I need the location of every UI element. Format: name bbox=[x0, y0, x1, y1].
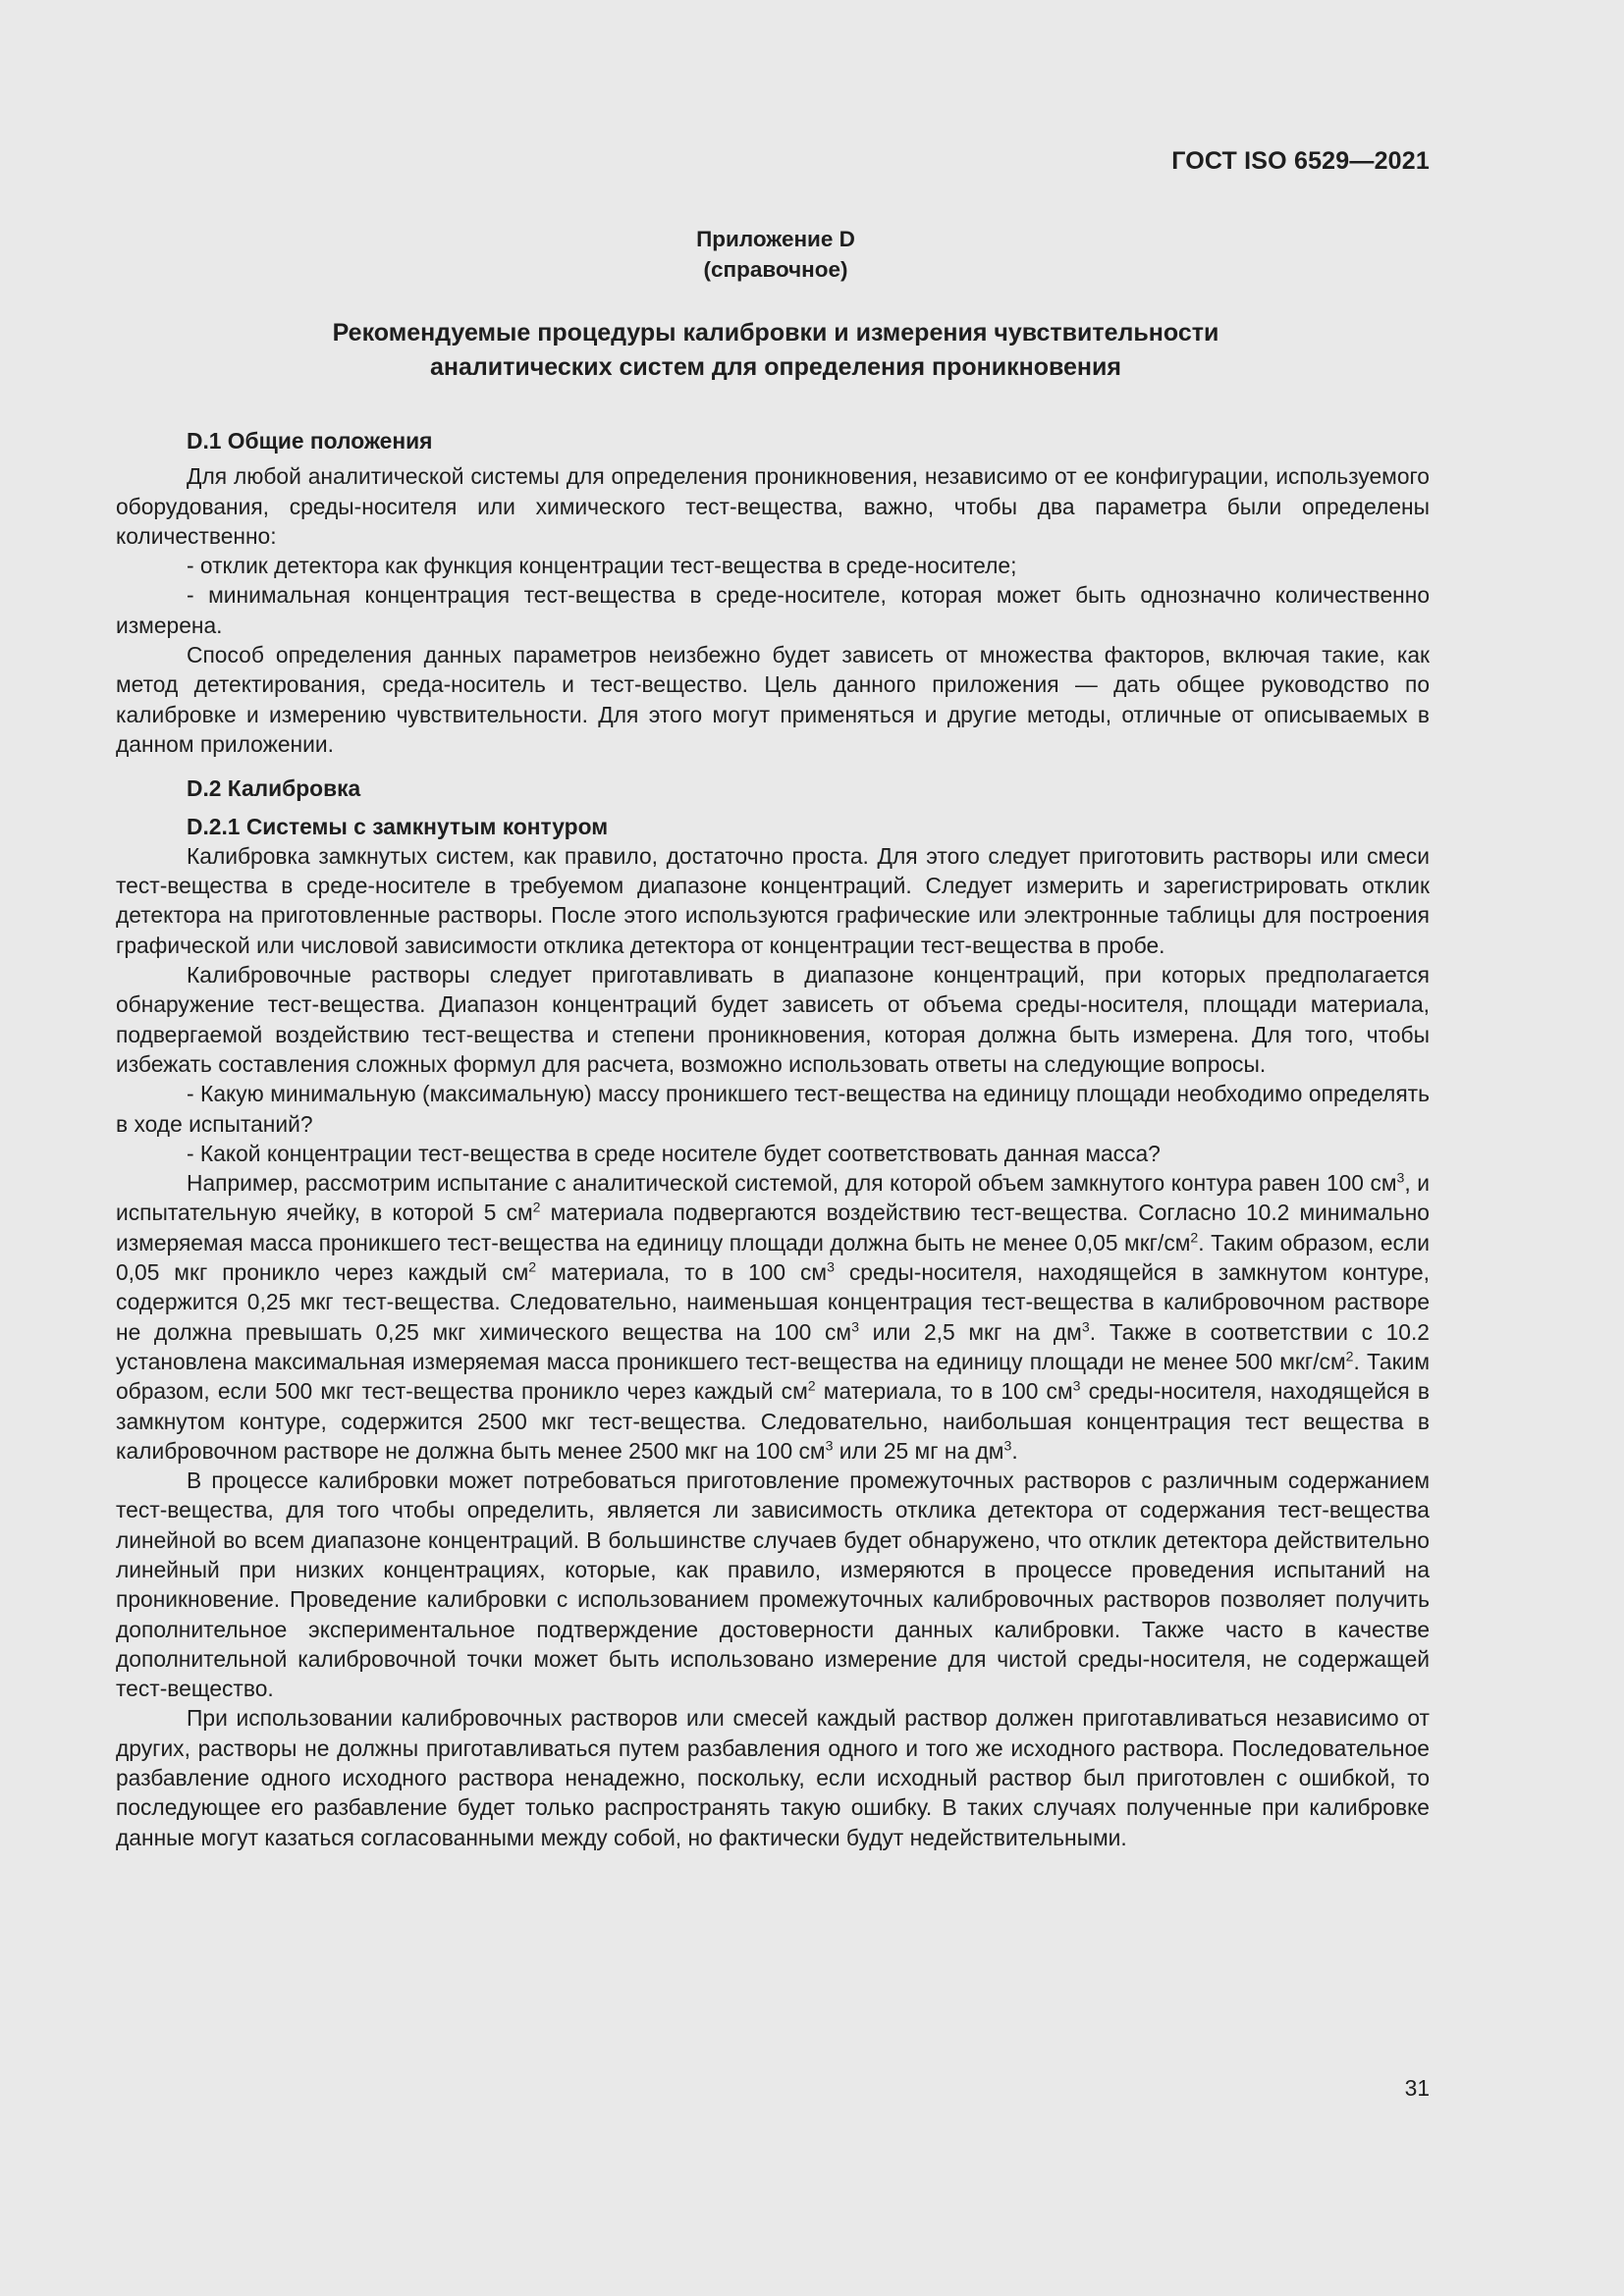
superscript: 3 bbox=[1072, 1377, 1081, 1394]
text-run: среды-носителя, находящейся в замкнутом контуре, содержится 2500 мкг тест-вещества. Следовательно, наибольшая концентрация тест вещества в калибровочном растворе не должна быть менее 2500 мкг на 100 см bbox=[116, 1378, 1430, 1464]
text-run: материала, то в 100 см bbox=[536, 1259, 828, 1286]
list-item: - Какую минимальную (максимальную) массу проникшего тест-вещества на единицу площади необходимо определять в ходе испытаний? bbox=[116, 1081, 1430, 1137]
list-item: - Какой концентрации тест-вещества в среде носителе будет соответствовать данная масса? bbox=[187, 1140, 1161, 1166]
text-run: , и испытательную ячейку, в которой 5 см bbox=[116, 1170, 1430, 1226]
superscript: 3 bbox=[1396, 1169, 1405, 1186]
paragraph: При использовании калибровочных растворов или смесей каждый раствор должен приготавливаться независимо от других, растворы не должны приготавливаться путем разбавления одного и того же исходного раствора. Последовательное разбавление одного исходного раствора ненадежно, поскольку, если исходный раствор был приготовлен с ошибкой, то последующее его разбавление будет только распространять такую ошибку. В таких случаях полученные при калибровке данные могут казаться согласованными между собой, но фактически будут недействительными. bbox=[116, 1705, 1430, 1850]
superscript: 3 bbox=[827, 1258, 835, 1275]
text-run: материала, то в 100 см bbox=[815, 1378, 1073, 1405]
text-run: . Также в соответствии с 10.2 установлена максимальная измеряемая масса проникшего тест-вещества на единицу площади не менее 500 мкг/см bbox=[116, 1318, 1430, 1374]
paragraph: Калибровочные растворы следует приготавливать в диапазоне концентраций, при которых предполагается обнаружение тест-вещества. Диапазон концентраций будет зависеть от объема среды-носителя, площади материала, подвергаемой воздействию тест-вещества и степени проникновения, которая должна быть измерена. Для того, чтобы избежать составления сложных формул для расчета, возможно использовать ответы на следующие вопросы. bbox=[116, 962, 1430, 1077]
text-run: Например, рассмотрим испытание с аналитической системой, для которой объем замкнутого контура равен 100 см bbox=[187, 1170, 1397, 1197]
appendix-label: Приложение D bbox=[696, 227, 855, 251]
text-run: . bbox=[1011, 1437, 1018, 1464]
superscript: 2 bbox=[528, 1258, 537, 1275]
paragraph: В процессе калибровки может потребоваться приготовление промежуточных растворов с различным содержанием тест-вещества, для того чтобы определить, является ли зависимость отклика детектора от содержания тест-вещества линейной во всем диапазоне концентраций. В большинстве случаев будет обнаружено, что отклик детектора действительно линейный при низких концентрациях, которые, как правило, измеряются в процессе проведения испытаний на проникновение. Проведение калибровки с использованием промежуточных калибровочных растворов позволяет получить дополнительное экспериментальное подтверждение достоверности данных калибровки. Также часто в качестве дополнительной калибровочной точки может быть использовано измерение для чистой среды-носителя, не содержащей тест-вещество. bbox=[116, 1468, 1430, 1702]
text-run: или 2,5 мкг на дм bbox=[858, 1318, 1082, 1345]
paragraph: Для любой аналитической системы для определения проникновения, независимо от ее конфигурации, используемого оборудования, среды-носителя или химического тест-вещества, важно, чтобы два параметра были определены количественно: bbox=[116, 463, 1430, 549]
page-number: 31 bbox=[1404, 2075, 1430, 2101]
subsection-heading-d2-1: D.2.1 Системы с замкнутым контуром bbox=[187, 813, 609, 839]
superscript: 2 bbox=[1190, 1228, 1199, 1245]
superscript: 3 bbox=[851, 1317, 859, 1334]
page-title bbox=[0, 316, 1551, 385]
list-item: - минимальная концентрация тест-вещества в среде-носителе, которая может быть однозначно количественно измерена. bbox=[116, 582, 1430, 638]
section-heading-d2: D.2 Калибровка bbox=[187, 775, 361, 802]
superscript: 3 bbox=[825, 1437, 834, 1454]
superscript: 2 bbox=[532, 1199, 541, 1215]
text-run: среды-носителя, находящейся в замкнутом контуре, содержится 0,25 мкг тест-вещества. Следовательно, наименьшая концентрация тест-вещества в калибровочном растворе не должна превышать 0,25 мкг химического вещества на 100 см bbox=[116, 1259, 1430, 1345]
superscript: 3 bbox=[1081, 1317, 1090, 1334]
text-run: материала подвергаются воздействию тест-вещества. Согласно 10.2 минимально измеряемая масса проникшего тест-вещества на единицу площади должна быть не менее 0,05 мкг/см bbox=[116, 1200, 1430, 1255]
page-title-line-2: аналитических систем для определения проникновения bbox=[430, 353, 1121, 381]
appendix-heading bbox=[0, 224, 1551, 285]
document-standard-code: ГОСТ ISO 6529—2021 bbox=[1171, 147, 1430, 175]
superscript: 2 bbox=[1345, 1348, 1354, 1364]
text-run: . Таким образом, если 0,05 мкг проникло через каждый см bbox=[116, 1229, 1430, 1286]
example-paragraph bbox=[116, 1168, 1430, 1466]
page-title-line-1: Рекомендуемые процедуры калибровки и измерения чувствительности bbox=[332, 319, 1219, 347]
superscript: 3 bbox=[1003, 1437, 1012, 1454]
list-item: - отклик детектора как функция концентрации тест-вещества в среде-носителе; bbox=[187, 553, 1017, 579]
paragraph: Калибровка замкнутых систем, как правило, достаточно проста. Для этого следует приготовить растворы или смеси тест-вещества в среде-носителе в требуемом диапазоне концентраций. Следует измерить и зарегистрировать отклик детектора на приготовленные растворы. После этого используются графические или электронные таблицы для построения графической или числовой зависимости отклика детектора от концентрации тест-вещества в пробе. bbox=[116, 842, 1430, 958]
text-run: . Таким образом, если 500 мкг тест-вещества проникло через каждый см bbox=[116, 1348, 1430, 1405]
paragraph: Способ определения данных параметров неизбежно будет зависеть от множества факторов, включая такие, как метод детектирования, среда-носитель и тест-вещество. Цель данного приложения — дать общее руководство по калибровке и измерению чувствительности. Для этого могут применяться и другие методы, отличные от описываемых в данном приложении. bbox=[116, 642, 1430, 757]
superscript: 2 bbox=[807, 1377, 816, 1394]
document-body bbox=[116, 426, 1430, 1852]
appendix-status: (справочное) bbox=[703, 257, 848, 282]
section-heading-d1: D.1 Общие положения bbox=[187, 428, 433, 454]
text-run: или 25 мг на дм bbox=[833, 1437, 1004, 1464]
